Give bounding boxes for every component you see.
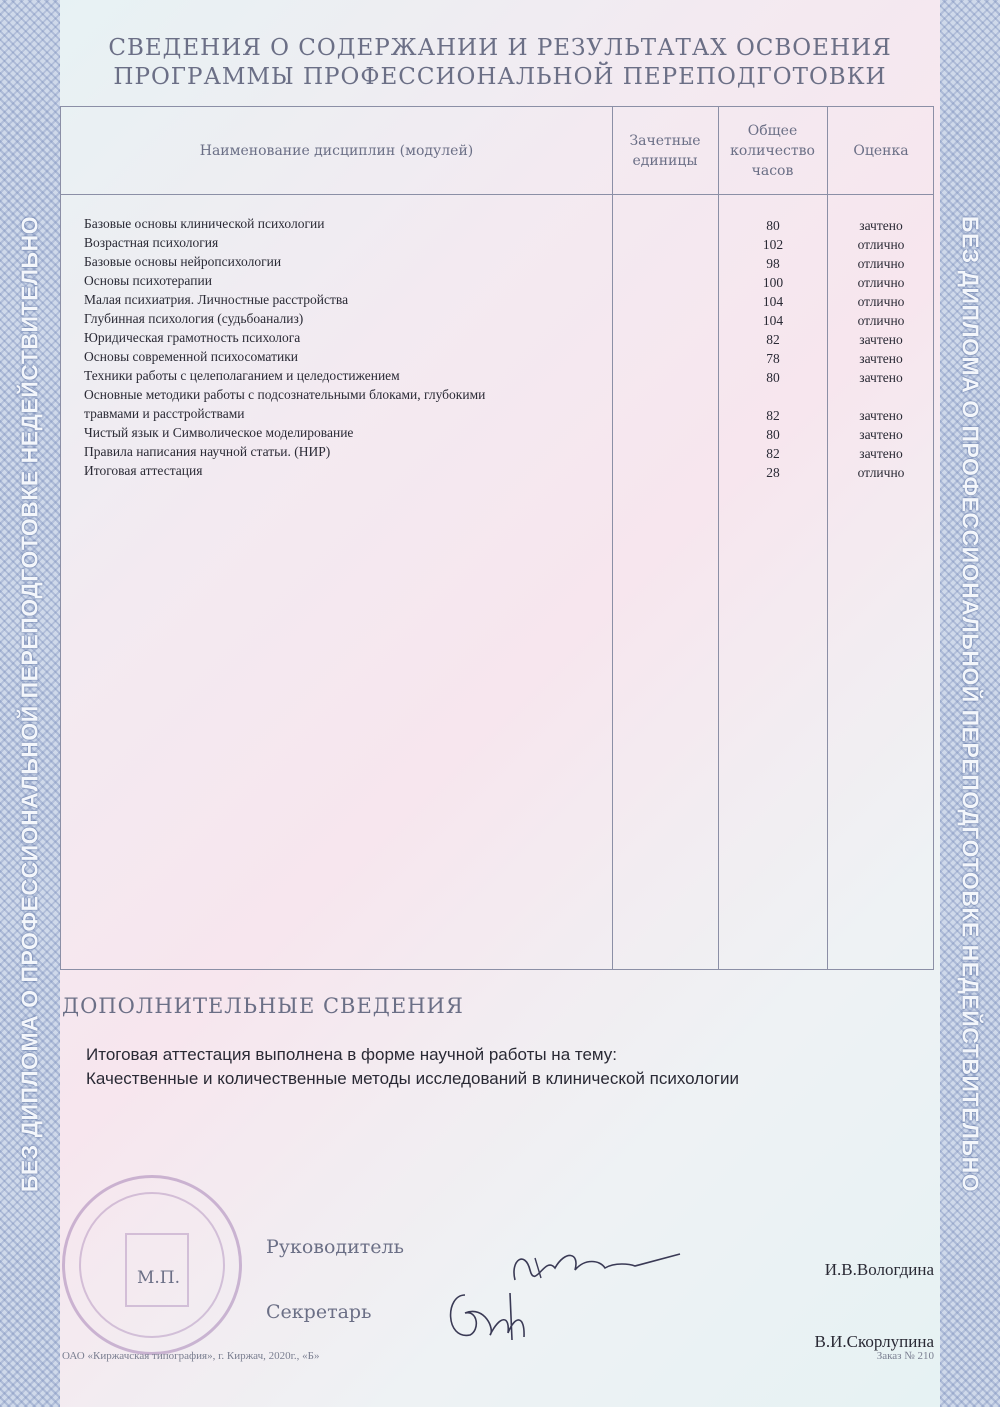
title-line-2: ПРОГРАММЫ ПРОФЕССИОНАЛЬНОЙ ПЕРЕПОДГОТОВКИ: [113, 64, 887, 90]
discipline-hours: 104: [762, 294, 784, 309]
table-row: [61, 216, 935, 235]
discipline-hours: 98: [766, 256, 780, 271]
table-row: [61, 311, 935, 330]
discipline-hours: 28: [766, 465, 780, 480]
discipline-hours: 104: [762, 313, 784, 328]
discipline-name: Основы психотерапии: [84, 273, 212, 288]
additional-info-line-1: Итоговая аттестация выполнена в форме научной работы на тему:: [86, 1045, 618, 1064]
discipline-name: Основы современной психосоматики: [84, 349, 298, 364]
head-signature: [505, 1240, 685, 1290]
discipline-name: Юридическая грамотность психолога: [84, 330, 301, 345]
discipline-name: Чистый язык и Символическое моделирование: [84, 425, 354, 440]
discipline-hours: 100: [762, 275, 784, 290]
table-row: [61, 368, 935, 387]
header-total-hours: [718, 107, 827, 194]
discipline-name: Возрастная психология: [84, 235, 219, 250]
disciplines-table: [60, 106, 934, 970]
discipline-hours: 78: [766, 351, 780, 366]
discipline-grade: зачтено: [859, 446, 903, 461]
table-row: [61, 444, 935, 463]
title-line-1: СВЕДЕНИЯ О СОДЕРЖАНИИ И РЕЗУЛЬТАТАХ ОСВОЕНИЯ: [108, 35, 892, 61]
secretary-name: В.И.Скорлупина: [814, 1332, 934, 1351]
discipline-name: травмами и расстройствами: [84, 406, 245, 421]
head-name: И.В.Вологдина: [824, 1260, 934, 1279]
discipline-name: Итоговая аттестация: [84, 463, 203, 478]
discipline-name: Базовые основы клинической психологии: [84, 216, 325, 231]
table-row: [61, 254, 935, 273]
discipline-hours: 82: [766, 332, 780, 347]
table-row: [61, 349, 935, 368]
seal-place-label: М.П.: [137, 1268, 181, 1288]
discipline-hours: 80: [766, 218, 780, 233]
discipline-hours: 82: [766, 446, 780, 461]
header-hours-line-2: количество: [730, 142, 815, 159]
additional-info-title: ДОПОЛНИТЕЛЬНЫЕ СВЕДЕНИЯ: [62, 994, 464, 1018]
side-warning-text-left: БЕЗ ДИПЛОМА О ПРОФЕССИОНАЛЬНОЙ ПЕРЕПОДГОТОВКЕ НЕДЕЙСТВИТЕЛЬНО: [16, 215, 43, 1192]
discipline-hours: 82: [766, 408, 780, 423]
header-hours-line-3: часов: [751, 162, 794, 179]
secretary-label: Секретарь: [266, 1301, 372, 1323]
discipline-name: Малая психиатрия. Личностные расстройства: [84, 292, 349, 307]
discipline-hours: 80: [766, 427, 780, 442]
discipline-grade: зачтено: [859, 351, 903, 366]
table-row: [61, 387, 935, 406]
discipline-grade: зачтено: [859, 427, 903, 442]
table-row: [61, 292, 935, 311]
discipline-grade: отлично: [857, 275, 905, 290]
header-credits-line-2: единицы: [632, 152, 698, 169]
discipline-grade: отлично: [857, 465, 905, 480]
header-hours-line-1: Общее: [747, 122, 798, 139]
discipline-name: Основные методики работы с подсознательными блоками, глубокими: [84, 387, 486, 402]
header-discipline-name: Наименование дисциплин (модулей): [199, 142, 474, 159]
official-seal: [62, 1175, 242, 1355]
table-row: [61, 235, 935, 254]
table-row: [61, 425, 935, 444]
discipline-grade: зачтено: [859, 370, 903, 385]
discipline-name: Техники работы с целеполаганием и целедостижением: [84, 368, 400, 383]
discipline-grade: отлично: [857, 237, 905, 252]
discipline-grade: зачтено: [859, 408, 903, 423]
side-warning-text-right: БЕЗ ДИПЛОМА О ПРОФЕССИОНАЛЬНОЙ ПЕРЕПОДГОТОВКЕ НЕДЕЙСТВИТЕЛЬНО: [957, 215, 984, 1192]
table-row: [61, 463, 935, 482]
discipline-grade: зачтено: [859, 218, 903, 233]
head-label: Руководитель: [266, 1236, 404, 1258]
table-row: [61, 273, 935, 292]
table-row: [61, 406, 935, 425]
header-grade: Оценка: [853, 142, 909, 159]
discipline-hours: 80: [766, 370, 780, 385]
printer-imprint: ОАО «Киржачская типография», г. Киржач, 2020г., «Б»: [62, 1350, 320, 1362]
header-credits: [612, 107, 718, 194]
discipline-name: Правила написания научной статьи. (НИР): [84, 444, 331, 459]
secretary-signature: [440, 1285, 540, 1345]
discipline-grade: зачтено: [859, 332, 903, 347]
table-row: [61, 330, 935, 349]
discipline-grade: отлично: [857, 256, 905, 271]
header-credits-line-1: Зачетные: [629, 132, 701, 149]
discipline-grade: отлично: [857, 313, 905, 328]
order-number: Заказ № 210: [876, 1350, 934, 1362]
security-border-right: [940, 0, 1000, 1407]
security-border-left: [0, 0, 60, 1407]
discipline-name: Глубинная психология (судьбоанализ): [84, 311, 304, 326]
discipline-grade: отлично: [857, 294, 905, 309]
additional-info-line-2: Качественные и количественные методы исследований в клинической психологии: [86, 1069, 739, 1088]
page-title: [60, 34, 940, 92]
discipline-name: Базовые основы нейропсихологии: [84, 254, 282, 269]
discipline-hours: 102: [762, 237, 784, 252]
header-divider: [61, 194, 933, 195]
